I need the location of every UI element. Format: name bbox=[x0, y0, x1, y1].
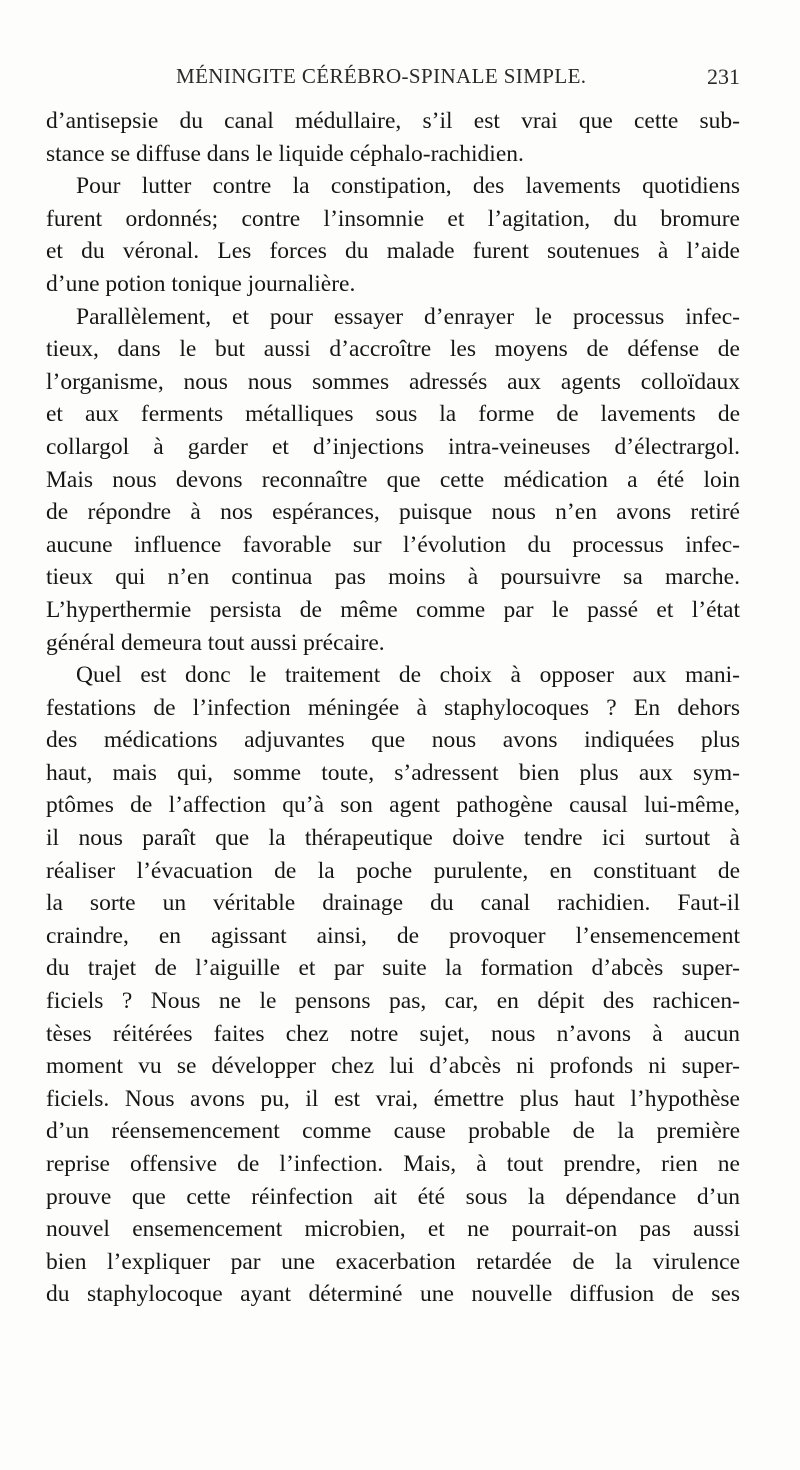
text-line: l’organisme, nous nous sommes adressés aux agents colloïdaux bbox=[46, 368, 740, 395]
text-line: général demeura tout aussi précaire. bbox=[46, 629, 385, 656]
text-line: d’un réensemencement comme cause probable de la première bbox=[46, 1118, 740, 1145]
text-line: et du véronal. Les forces du malade furent soutenues à l’aide bbox=[46, 238, 740, 265]
text-line: Mais nous devons reconnaître que cette médication a été loin bbox=[46, 466, 740, 493]
text-line: haut, mais qui, somme toute, s’adressent bien plus aux sym- bbox=[46, 759, 740, 786]
text-line: des médications adjuvantes que nous avons indiquées plus bbox=[46, 727, 740, 754]
text-line: tèses réitérées faites chez notre sujet, nous n’avons à aucun bbox=[46, 1020, 740, 1047]
text-line: la sorte un véritable drainage du canal rachidien. Faut-il bbox=[46, 890, 740, 917]
text-line: collargol à garder et d’injections intra-veineuses d’électrargol. bbox=[46, 433, 740, 460]
text-line: prouve que cette réinfection ait été sous la dépendance d’un bbox=[46, 1183, 740, 1210]
text-line: L’hyperthermie persista de même comme par le passé et l’état bbox=[46, 596, 740, 623]
text-line: Pour lutter contre la constipation, des lavements quotidiens bbox=[76, 173, 740, 200]
text-line: tieux, dans le but aussi d’accroître les moyens de défense de bbox=[46, 336, 740, 363]
text-line: reprise offensive de l’infection. Mais, à tout prendre, rien ne bbox=[46, 1151, 740, 1177]
text-line: ficiels ? Nous ne le pensons pas, car, en dépit des rachicen- bbox=[46, 988, 740, 1015]
text-line: nouvel ensemencement microbien, et ne pourrait-on pas aussi bbox=[46, 1216, 740, 1243]
text-line: du staphylocoque ayant déterminé une nouvelle diffusion de ses bbox=[46, 1281, 740, 1308]
page-number: 231 bbox=[707, 64, 740, 89]
text-line: festations de l’infection méningée à staphylocoques ? En dehors bbox=[46, 694, 740, 721]
text-line: ficiels. Nous avons pu, il est vrai, émettre plus haut l’hypothèse bbox=[46, 1085, 740, 1112]
text-line: et aux ferments métalliques sous la forme de lavements de bbox=[46, 401, 740, 428]
page-header bbox=[46, 64, 740, 94]
text-line: aucune influence favorable sur l’évolution du processus infec- bbox=[46, 531, 740, 558]
text-line: Parallèlement, et pour essayer d’enrayer le processus infec- bbox=[76, 303, 740, 330]
text-line: d’une potion tonique journalière. bbox=[46, 270, 356, 297]
text-line: réaliser l’évacuation de la poche purulente, en constituant de bbox=[46, 857, 740, 884]
text-line: moment vu se développer chez lui d’abcès ni profonds ni super- bbox=[46, 1053, 740, 1080]
text-line: craindre, en agissant ainsi, de provoquer l’ensemencement bbox=[46, 922, 740, 949]
text-line: d’antisepsie du canal médullaire, s’il est vrai que cette sub- bbox=[46, 108, 740, 134]
text-line: du trajet de l’aiguille et par suite la formation d’abcès super- bbox=[46, 955, 740, 982]
text-line: tieux qui n’en continua pas moins à poursuivre sa marche. bbox=[46, 564, 740, 591]
text-line: il nous paraît que la thérapeutique doive tendre ici surtout à bbox=[46, 825, 740, 852]
text-line: de répondre à nos espérances, puisque nous n’en avons retiré bbox=[46, 499, 740, 526]
text-line: ptômes de l’affection qu’à son agent pathogène causal lui-même, bbox=[46, 792, 740, 819]
text-line: stance se diffuse dans le liquide céphalo-rachidien. bbox=[46, 140, 524, 167]
text-line: Quel est donc le traitement de choix à opposer aux mani- bbox=[76, 662, 740, 689]
running-head: MÉNINGITE CÉRÉBRO-SPINALE SIMPLE. bbox=[176, 64, 587, 88]
text-line: bien l’expliquer par une exacerbation retardée de la virulence bbox=[46, 1248, 740, 1275]
text-line: furent ordonnés; contre l’insomnie et l’agitation, du bromure bbox=[46, 205, 740, 232]
body-text bbox=[46, 105, 740, 1311]
